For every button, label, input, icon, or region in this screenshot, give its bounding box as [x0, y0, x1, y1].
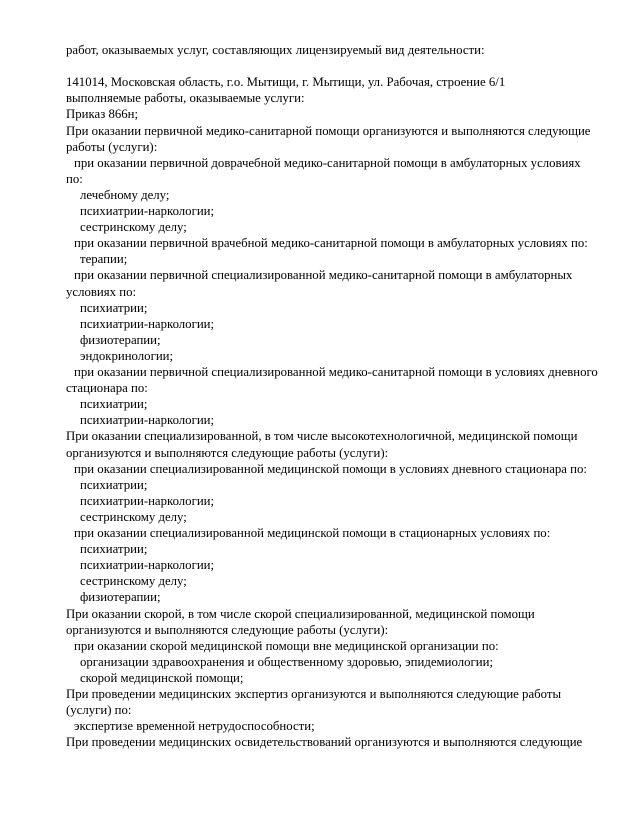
- document-line: по:: [66, 171, 83, 186]
- document-line: выполняемые работы, оказываемые услуги:: [66, 91, 305, 106]
- document-line: организуются и выполняются следующие работы (услуги):: [66, 622, 389, 637]
- document-line: сестринскому делу;: [80, 509, 187, 524]
- document-line: психиатрии-наркологии;: [80, 558, 215, 573]
- document-line: при оказании первичной специализированной медико-санитарной помощи в амбулаторных: [74, 268, 573, 283]
- document-line: организации здравоохранения и общественному здоровью, эпидемиологии;: [80, 654, 494, 669]
- document-line: психиатрии-наркологии;: [80, 493, 215, 508]
- document-line: При проведении медицинских освидетельствований организуются и выполняются следующие: [66, 735, 583, 750]
- document-line: Приказ 866н;: [66, 107, 139, 122]
- document-line: При оказании специализированной, в том числе высокотехнологичной, медицинской помощи: [66, 429, 578, 444]
- document-line: при оказании специализированной медицинской помощи в условиях дневного стационара по:: [74, 461, 587, 476]
- document-line: психиатрии;: [80, 300, 148, 315]
- document-line: психиатрии-наркологии;: [80, 413, 215, 428]
- document-line: психиатрии;: [80, 542, 148, 557]
- document-line: При оказании скорой, в том числе скорой специализированной, медицинской помощи: [66, 606, 535, 621]
- document-line: при оказании первичной специализированной медико-санитарной помощи в условиях дневного: [74, 365, 598, 379]
- document-line: при оказании скорой медицинской помощи вне медицинской организации по:: [74, 638, 499, 653]
- document-line: психиатрии;: [80, 397, 148, 412]
- document-line: физиотерапии;: [80, 590, 161, 605]
- document-line: эндокринологии;: [80, 348, 174, 363]
- document-line: работы (услуги):: [66, 139, 158, 154]
- document-line: психиатрии-наркологии;: [80, 316, 215, 331]
- document-line: При проведении медицинских экспертиз организуются и выполняются следующие работы: [66, 687, 562, 701]
- document-line: психиатрии-наркологии;: [80, 204, 215, 218]
- document-line: 141014, Московская область, г.о. Мытищи, г. Мытищи, ул. Рабочая, строение 6/1: [66, 75, 506, 90]
- document-line: экспертизе временной нетрудоспособности;: [74, 719, 315, 734]
- document-line: сестринскому делу;: [80, 220, 187, 235]
- document-line: скорой медицинской помощи;: [80, 670, 244, 685]
- document-line: стационара по:: [66, 381, 148, 396]
- document-line: терапии;: [80, 252, 128, 267]
- document-line: организуются и выполняются следующие работы (услуги):: [66, 445, 389, 460]
- document-line: при оказании специализированной медицинской помощи в стационарных условиях по:: [74, 526, 551, 540]
- document-line: сестринскому делу;: [80, 574, 187, 589]
- document-line: физиотерапии;: [80, 332, 161, 347]
- document-line: работ, оказываемых услуг, составляющих лицензируемый вид деятельности:: [66, 43, 485, 57]
- document-line: при оказании первичной доврачебной медико-санитарной помощи в амбулаторных условиях: [74, 155, 581, 170]
- document-line: при оказании первичной врачебной медико-санитарной помощи в амбулаторных условиях по:: [74, 236, 588, 251]
- document-line: лечебному делу;: [80, 187, 170, 202]
- document-line: При оказании первичной медико-санитарной помощи организуются и выполняются следующие: [66, 123, 591, 138]
- document-line: психиатрии;: [80, 477, 148, 492]
- document-line: (услуги) по:: [66, 703, 132, 718]
- document-line: условиях по:: [66, 284, 137, 299]
